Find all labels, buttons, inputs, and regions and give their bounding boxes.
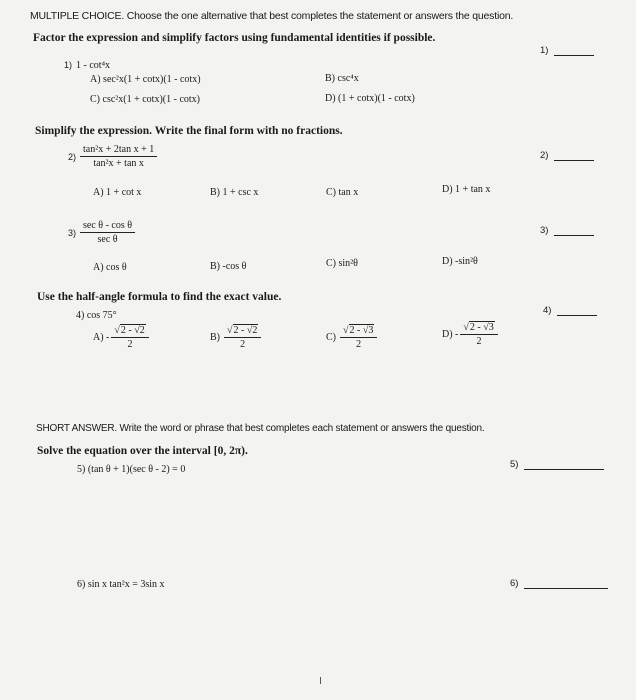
q4-option-a-denominator: 2 <box>127 339 133 350</box>
q3-option-d[interactable]: D) -sin²θ <box>442 256 478 267</box>
q4-option-c[interactable] <box>326 325 377 350</box>
answer-blank-1[interactable] <box>540 45 594 56</box>
sqrt-icon: √ <box>114 325 120 336</box>
short-answer-header: SHORT ANSWER. Write the word or phrase that best completes each statement or answers the question. <box>36 423 485 434</box>
q4-option-c-fraction <box>340 325 377 350</box>
answer-6-label: 6) <box>510 578 519 589</box>
sqrt-icon: √ <box>343 325 349 336</box>
question-1-expression: 1 - cot⁴x <box>76 60 111 71</box>
q4-option-c-prefix: C) <box>326 332 336 343</box>
q4-option-b-prefix: B) <box>210 332 220 343</box>
q1-option-c[interactable]: C) csc²x(1 + cotx)(1 - cotx) <box>90 94 200 105</box>
q4-option-d[interactable] <box>442 322 498 347</box>
answer-blank-5[interactable] <box>510 459 604 470</box>
answer-blank-2[interactable] <box>540 150 594 161</box>
q1-option-b[interactable]: B) csc⁴x <box>325 73 359 84</box>
q1-option-d[interactable]: D) (1 + cotx)(1 - cotx) <box>325 93 415 104</box>
q3-option-c[interactable]: C) sin²θ <box>326 258 358 269</box>
question-3 <box>68 220 135 245</box>
q4-option-c-radicand: 2 - √3 <box>349 325 374 336</box>
answer-4-label: 4) <box>543 305 552 316</box>
answer-1-label: 1) <box>540 45 549 56</box>
q4-option-d-fraction <box>460 322 497 347</box>
q4-option-b-radicand: 2 - √2 <box>233 325 258 336</box>
q4-option-c-denominator: 2 <box>356 339 362 350</box>
question-6: 6) sin x tan²x = 3sin x <box>77 579 165 590</box>
answer-1-line <box>554 54 594 56</box>
q2-numerator: tan²x + 2tan x + 1 <box>80 144 157 157</box>
q2-option-d[interactable]: D) 1 + tan x <box>442 184 491 195</box>
answer-3-label: 3) <box>540 225 549 236</box>
question-5: 5) (tan θ + 1)(sec θ - 2) = 0 <box>77 464 186 475</box>
section1-instruction: Factor the expression and simplify factors using fundamental identities if possible. <box>33 32 436 44</box>
sqrt-icon: √ <box>463 322 469 333</box>
q3-option-a[interactable]: A) cos θ <box>93 262 127 273</box>
question-2-fraction <box>80 144 157 169</box>
q4-option-d-denominator: 2 <box>476 336 482 347</box>
q4-option-d-prefix: D) - <box>442 329 459 340</box>
q2-option-a[interactable]: A) 1 + cot x <box>93 187 142 198</box>
question-4: 4) cos 75° <box>76 310 117 321</box>
stray-mark <box>320 677 321 684</box>
question-2-number: 2) <box>68 151 77 162</box>
q2-denominator: tan²x + tan x <box>93 158 144 169</box>
question-3-fraction <box>80 220 135 245</box>
q4-option-b[interactable] <box>210 325 261 350</box>
question-1-number: 1) <box>64 60 73 70</box>
question-2 <box>68 144 157 169</box>
q3-numerator: sec θ - cos θ <box>80 220 135 233</box>
answer-4-line <box>557 314 597 316</box>
sqrt-icon: √ <box>227 325 233 336</box>
answer-blank-3[interactable] <box>540 225 594 236</box>
section2-instruction: Simplify the expression. Write the final form with no fractions. <box>35 125 343 137</box>
answer-3-line <box>554 234 594 236</box>
answer-2-label: 2) <box>540 150 549 161</box>
q3-option-b[interactable]: B) -cos θ <box>210 261 247 272</box>
q4-option-a-fraction <box>111 325 148 350</box>
q4-option-a-prefix: A) - <box>93 332 110 343</box>
question-3-number: 3) <box>68 227 77 238</box>
answer-5-line <box>524 468 604 470</box>
q4-option-b-denominator: 2 <box>240 339 246 350</box>
q4-option-d-radicand: 2 - √3 <box>469 322 494 333</box>
q1-option-a[interactable]: A) sec²x(1 + cotx)(1 - cotx) <box>90 74 201 85</box>
section4-instruction: Solve the equation over the interval [0, 2π). <box>37 445 248 457</box>
q3-denominator: sec θ <box>97 234 118 245</box>
q4-option-a-radicand: 2 - √2 <box>120 325 145 336</box>
q4-option-a[interactable] <box>93 325 149 350</box>
section3-instruction: Use the half-angle formula to find the exact value. <box>37 291 282 303</box>
answer-2-line <box>554 159 594 161</box>
question-1 <box>64 55 110 73</box>
q2-option-b[interactable]: B) 1 + csc x <box>210 187 259 198</box>
answer-6-line <box>524 587 608 589</box>
answer-blank-4[interactable] <box>543 305 597 316</box>
answer-5-label: 5) <box>510 459 519 470</box>
multiple-choice-header: MULTIPLE CHOICE. Choose the one alternative that best completes the statement or answers the question. <box>30 10 514 22</box>
answer-blank-6[interactable] <box>510 578 608 589</box>
q4-option-b-fraction <box>224 325 261 350</box>
q2-option-c[interactable]: C) tan x <box>326 187 359 198</box>
